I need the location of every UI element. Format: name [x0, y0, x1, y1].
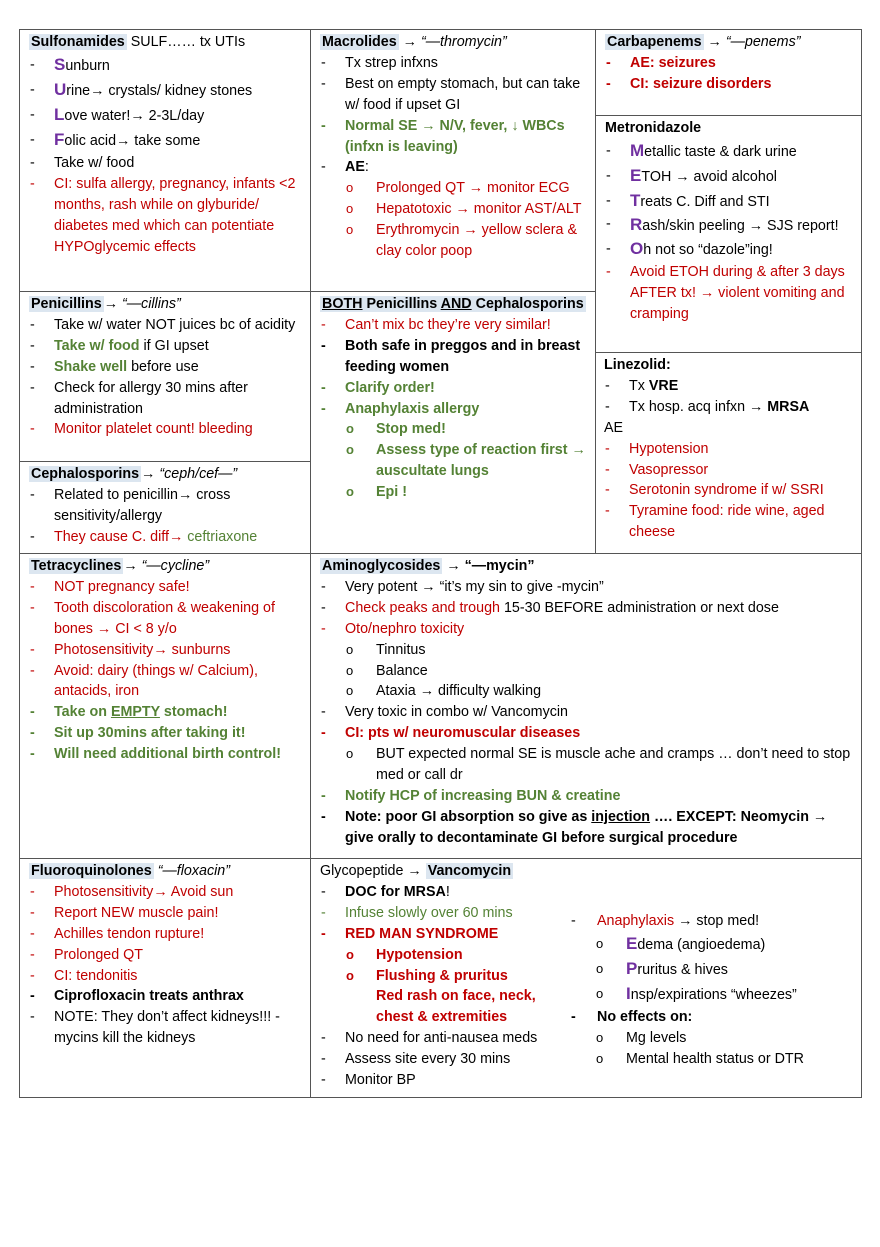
list-item: - They cause C. diff→ ceftriaxone	[29, 527, 302, 548]
cephalosporins-suffix: “ceph/cef—”	[159, 466, 238, 482]
list-item: o Tinnitus	[320, 640, 853, 661]
list-item: - Vasopressor	[604, 460, 853, 481]
list-item: - Assess site every 30 mins	[320, 1049, 570, 1070]
list-item: - AE:	[320, 157, 587, 178]
list-item: - Tx hosp. acq infxn → MRSA	[604, 397, 853, 418]
list-item: - DOC for MRSA!	[320, 882, 570, 903]
list-item: - Sunburn	[29, 53, 302, 78]
list-item: - Monitor platelet count! bleeding	[29, 419, 302, 440]
list-item: - Urine→ crystals/ kidney stones	[29, 78, 302, 103]
list-item: - Achilles tendon rupture!	[29, 924, 302, 945]
list-item: - Infuse slowly over 60 mins	[320, 903, 570, 924]
both-cell	[310, 291, 596, 554]
list-item: - Monitor BP	[320, 1070, 570, 1091]
fluoroquinolones-suffix: “—floxacin”	[157, 863, 230, 879]
list-item: - Serotonin syndrome if w/ SSRI	[604, 480, 853, 501]
list-item: - Anaphylaxis → stop med!	[570, 911, 855, 932]
list-item: - Take w/ food	[29, 153, 302, 174]
list-item: Red rash on face, neck, chest & extremities	[376, 988, 536, 1026]
list-item: - CI: seizure disorders	[605, 74, 853, 95]
both-title: BOTH Penicillins AND Cephalosporins	[322, 296, 584, 312]
tetracyclines-title: Tetracyclines	[31, 558, 122, 574]
list-item: - Avoid ETOH during & after 3 days AFTER tx! → violent vomiting and cramping	[605, 262, 853, 325]
list-item: - Photosensitivity→ Avoid sun	[29, 882, 302, 903]
list-item: - Check for allergy 30 mins after administration	[29, 378, 302, 420]
list-item: - Take on EMPTY stomach!	[29, 702, 302, 723]
carbapenems-title: Carbapenems	[607, 34, 702, 50]
list-item: o Pruritus & hives	[570, 957, 855, 982]
list-item: o Hypotension	[320, 945, 570, 966]
list-item: - NOTE: They don’t affect kidneys!!! -mycins kill the kidneys	[29, 1007, 302, 1049]
vancomycin-prefix: Glycopeptide →	[320, 863, 426, 879]
sulfonamides-subtitle: SULF…… tx UTIs	[126, 34, 246, 50]
tetracyclines-cell: Tetracyclines → “—cycline” - NOT pregnancy safe! - Tooth discoloration & weakening of bones → CI < 8 y/o - Photosensitivity→ sunburns - Avoid: dairy (things w/ Calcium), antacids, iron - Take on EMPTY stomach! - Sit up 30mins after taking it! - Will need additional birth control!	[19, 553, 311, 859]
penicillins-title: Penicillins	[31, 296, 102, 312]
list-item: - Metallic taste & dark urine	[605, 139, 853, 164]
metronidazole-cell	[595, 115, 862, 353]
list-item: - RED MAN SYNDROME	[320, 924, 570, 945]
list-item: o Hepatotoxic → monitor AST/ALT	[320, 199, 587, 220]
list-item: - No need for anti-nausea meds	[320, 1028, 570, 1049]
linezolid-cell	[595, 352, 862, 554]
cephalosporins-cell: Cephalosporins → “ceph/cef—” - Related to penicillin→ cross sensitivity/allergy - They cause C. diff→ ceftriaxone	[19, 461, 311, 554]
aminoglycosides-cell: Aminoglycosides → “—mycin” - Very potent → “it’s my sin to give -mycin” - Check peaks and trough 15-30 BEFORE administration or next dose - Oto/nephro toxicity o Tinnitus o Balance o Ataxia → difficulty walking - Very toxic in combo w/ Vancomycin - CI: pts w/ neuromuscular diseases o BUT expected normal SE is muscle ache and cramps … don’t need to stop med or call dr - Notify HCP of increasing BUN & creatine - Note: poor GI absorption so give as injection …. EXCEPT: Neomycin → give orally to decontaminate GI before surgical procedure	[310, 553, 862, 859]
list-item: - Both safe in preggos and in breast feeding women	[320, 336, 587, 378]
list-item: - Very toxic in combo w/ Vancomycin	[320, 702, 853, 723]
list-item: - NOT pregnancy safe!	[29, 577, 302, 598]
vancomycin-title: Vancomycin	[427, 863, 512, 879]
list-item: - No effects on:	[570, 1007, 855, 1028]
list-item: - Rash/skin peeling → SJS report!	[605, 214, 853, 237]
list-item: - Report NEW muscle pain!	[29, 903, 302, 924]
list-item: o Erythromycin → yellow sclera & clay color poop	[320, 220, 587, 262]
list-item: - Related to penicillin→ cross sensitivity/allergy	[29, 485, 302, 527]
penicillins-suffix: “—cillins”	[122, 296, 181, 312]
list-item: - Oto/nephro toxicity	[320, 619, 853, 640]
list-item: o Balance	[320, 661, 853, 682]
list-item: o Epi !	[320, 482, 587, 503]
list-item: - Normal SE → N/V, fever, ↓ WBCs (infxn is leaving)	[320, 116, 587, 158]
list-item: - Sit up 30mins after taking it!	[29, 723, 302, 744]
list-item: - Check peaks and trough 15-30 BEFORE administration or next dose	[320, 598, 853, 619]
list-item: - Note: poor GI absorption so give as injection …. EXCEPT: Neomycin → give orally to decontaminate GI before surgical procedure	[320, 807, 853, 849]
macrolides-title: Macrolides	[322, 34, 397, 50]
list-item: - Tyramine food: ride wine, aged cheese	[604, 501, 853, 543]
list-item: - Shake well before use	[29, 357, 302, 378]
list-item: - ETOH → avoid alcohol	[605, 164, 853, 189]
aminoglycosides-suffix: “—mycin”	[464, 558, 535, 574]
linezolid-ae-label: AE	[604, 419, 624, 436]
list-item: - Notify HCP of increasing BUN & creatine	[320, 786, 853, 807]
list-item: - Photosensitivity→ sunburns	[29, 640, 302, 661]
list-item: o Assess type of reaction first → auscultate lungs	[320, 440, 587, 482]
list-item: - Prolonged QT	[29, 945, 302, 966]
macrolides-suffix: “—thromycin”	[420, 34, 507, 50]
list-item: - Hypotension	[604, 439, 853, 460]
list-item: - CI: sulfa allergy, pregnancy, infants <2 months, rash while on glyburide/ diabetes med which can potentiate HYPOglycemic effects	[29, 174, 302, 258]
list-item: - Avoid: dairy (things w/ Calcium), antacids, iron	[29, 661, 302, 703]
list-item: o Stop med!	[320, 419, 587, 440]
list-item: o Prolonged QT → monitor ECG	[320, 178, 587, 199]
list-item: - Tx VRE	[604, 376, 853, 397]
list-item: - Very potent → “it’s my sin to give -mycin”	[320, 577, 853, 598]
fluoroquinolones-title: Fluoroquinolones	[31, 863, 152, 879]
list-item: - Treats C. Diff and STI	[605, 189, 853, 214]
list-item: - Tooth discoloration & weakening of bones → CI < 8 y/o	[29, 598, 302, 640]
sulfonamides-cell	[19, 29, 311, 292]
sulfonamides-title: Sulfonamides	[31, 34, 125, 50]
fluoroquinolones-cell	[19, 858, 311, 1098]
list-item: - Can’t mix bc they’re very similar!	[320, 315, 587, 336]
tetracyclines-suffix: “—cycline”	[141, 558, 210, 574]
list-item: - AE: seizures	[605, 53, 853, 74]
list-item: - Take w/ water NOT juices bc of acidity	[29, 315, 302, 336]
list-item: - Folic acid→ take some	[29, 128, 302, 153]
list-item: - Tx strep infxns	[320, 53, 587, 74]
metronidazole-title: Metronidazole	[605, 120, 702, 136]
list-item: o Mg levels	[570, 1028, 855, 1049]
list-item: - Clarify order!	[320, 378, 587, 399]
list-item: - Oh not so “dazole”ing!	[605, 237, 853, 262]
list-item: - CI: pts w/ neuromuscular diseases	[320, 723, 853, 744]
macrolides-cell: Macrolides → “—thromycin” - Tx strep infxns - Best on empty stomach, but can take w/ food if upset GI - Normal SE → N/V, fever, ↓ WBCs (infxn is leaving) - AE: o Prolonged QT → monitor ECG o Hepatotoxic → monitor AST/ALT o Erythromycin → yellow sclera & clay color poop	[310, 29, 596, 292]
carbapenems-cell: Carbapenems → “—penems” - AE: seizures - CI: seizure disorders	[595, 29, 862, 116]
cephalosporins-title: Cephalosporins	[31, 466, 140, 482]
carbapenems-suffix: “—penems”	[725, 34, 801, 50]
list-item: o Ataxia → difficulty walking	[320, 681, 853, 702]
list-item: - Best on empty stomach, but can take w/ food if upset GI	[320, 74, 587, 116]
list-item: - Take w/ food if GI upset	[29, 336, 302, 357]
vancomycin-cell	[310, 858, 862, 1098]
list-item: o Mental health status or DTR	[570, 1049, 855, 1070]
list-item: - Anaphylaxis allergy	[320, 399, 587, 420]
list-item: o BUT expected normal SE is muscle ache and cramps … don’t need to stop med or call dr	[320, 744, 853, 786]
list-item: o Flushing & pruritus	[320, 966, 570, 987]
list-item: - Ciprofloxacin treats anthrax	[29, 986, 302, 1007]
penicillins-cell: Penicillins → “—cillins” - Take w/ water NOT juices bc of acidity - Take w/ food if GI upset - Shake well before use - Check for allergy 30 mins after administration - Monitor platelet count! bleeding	[19, 291, 311, 462]
list-item: o Edema (angioedema)	[570, 932, 855, 957]
aminoglycosides-title: Aminoglycosides	[322, 558, 441, 574]
linezolid-title: Linezolid:	[604, 357, 671, 373]
list-item: - CI: tendonitis	[29, 966, 302, 987]
list-item: o Insp/expirations “wheezes”	[570, 982, 855, 1007]
list-item: - Will need additional birth control!	[29, 744, 302, 765]
list-item: - Love water!→ 2-3L/day	[29, 103, 302, 128]
